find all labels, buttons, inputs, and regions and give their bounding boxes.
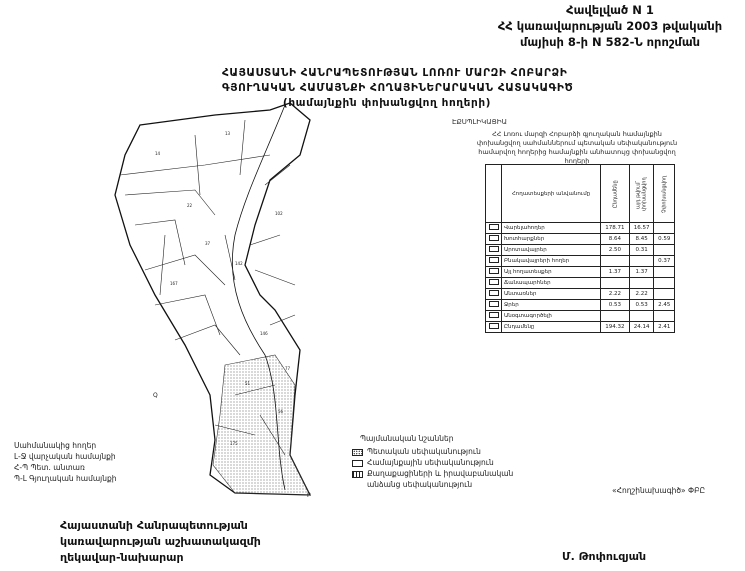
row-name: Ընդամենը <box>502 322 601 333</box>
legend-item-private-cont: անձանց սեփականություն <box>367 480 473 489</box>
row-not-transferred: 2.45 <box>654 300 675 311</box>
explication-row <box>486 256 675 267</box>
row-not-transferred <box>654 223 675 234</box>
minister-line-2: կառավարության աշխատակազմի <box>60 535 261 548</box>
compass-label-left: Q <box>153 392 158 399</box>
explication-stamp: ԷՔՍՊԼԻԿԱՑԻԱ <box>452 118 507 126</box>
row-swatch-box <box>489 323 499 329</box>
row-total <box>601 278 630 289</box>
company-name: «Հողշինախագիծ» ՓԲԸ <box>612 486 706 495</box>
svg-text:56: 56 <box>278 409 284 414</box>
compass-label-bottom: P <box>307 492 311 499</box>
row-swatch <box>486 289 502 300</box>
adjacent-line-1: Լ-Ջ վարչական համայնքի <box>14 452 116 461</box>
title-line-2: ԳՅՈՒՂԱԿԱՆ ՀԱՄԱՅՆՔԻ ՀՈՂԱՅԻՆԵՐԱՐԱԿԱՆ ՀԱՏԱԿԱԳԻԾ <box>222 82 574 94</box>
legend-item-private-label: Քաղաքացիների և իրավաբանական <box>367 469 514 478</box>
row-swatch-box <box>489 235 499 241</box>
svg-text:13: 13 <box>225 131 231 136</box>
row-name: Ճանապարհներ <box>502 278 601 289</box>
row-total: 2.50 <box>601 245 630 256</box>
minister-title <box>60 518 261 566</box>
row-swatch <box>486 300 502 311</box>
row-swatch-box <box>489 312 499 318</box>
conditional-signs-legend <box>352 434 513 490</box>
explication-row <box>486 223 675 234</box>
row-transferred: 16.57 <box>629 223 654 234</box>
annex-government-line: ՀՀ կառավարության 2003 թվականի <box>497 19 723 33</box>
row-not-transferred <box>654 311 675 322</box>
svg-text:146: 146 <box>260 331 268 336</box>
row-transferred <box>629 256 654 267</box>
row-swatch <box>486 245 502 256</box>
row-name: Արոտավայրեր <box>502 245 601 256</box>
legend-item-state <box>352 447 513 457</box>
explication-row <box>486 278 675 289</box>
annex-number: Հավելված N 1 <box>566 3 654 17</box>
minister-line-1: Հայաստանի Հանրապետության <box>60 519 248 532</box>
row-swatch-box <box>489 224 499 230</box>
explication-row <box>486 289 675 300</box>
row-transferred <box>629 278 654 289</box>
svg-text:14: 14 <box>155 151 161 156</box>
explication-row <box>486 234 675 245</box>
community-swatch <box>352 460 363 467</box>
adjacent-lands-legend <box>14 440 116 484</box>
col-header-transferred: այդ թվում` փոխանցվող <box>629 165 654 223</box>
row-total <box>601 311 630 322</box>
row-swatch <box>486 278 502 289</box>
row-not-transferred <box>654 278 675 289</box>
explication-row <box>486 245 675 256</box>
row-transferred: 8.45 <box>629 234 654 245</box>
row-name: Անօգտագործելի <box>502 311 601 322</box>
state-land-area <box>213 355 310 495</box>
explication-row <box>486 300 675 311</box>
row-swatch <box>486 234 502 245</box>
svg-text:37: 37 <box>205 241 211 246</box>
row-not-transferred: 0.59 <box>654 234 675 245</box>
row-name: Անտառներ <box>502 289 601 300</box>
legend-item-private <box>352 469 513 479</box>
explication-table <box>485 164 675 336</box>
row-total: 8.64 <box>601 234 630 245</box>
explication-note: ՀՀ Լոռու մարզի Հոբարձի գյուղական համայնքին փոխանցվող սահմաններում պետական սեփականություն համարվող հողերից համայնքին անհատույց փոխանցվող հողերի <box>476 130 678 165</box>
row-total: 2.22 <box>601 289 630 300</box>
row-transferred: 0.31 <box>629 245 654 256</box>
svg-text:102: 102 <box>275 211 283 216</box>
row-not-transferred <box>654 245 675 256</box>
row-swatch <box>486 256 502 267</box>
row-swatch <box>486 223 502 234</box>
svg-text:77: 77 <box>285 366 291 371</box>
col-header-not-transferred: Չփոխանցվող <box>654 165 675 223</box>
row-not-transferred <box>654 267 675 278</box>
minister-line-3: ղեկավար-նախարար <box>60 551 184 564</box>
row-swatch-box <box>489 279 499 285</box>
row-name: Բնակավայրերի հողեր <box>502 256 601 267</box>
svg-text:142: 142 <box>235 261 243 266</box>
row-name: Այլ հողատեսքեր <box>502 267 601 278</box>
row-name: Վարելահողեր <box>502 223 601 234</box>
adjacent-heading: Սահմանակից հողեր <box>14 441 97 450</box>
row-swatch-box <box>489 268 499 274</box>
conditional-heading: Պայմանական նշաններ <box>360 434 454 443</box>
col-header-total: Ընդամենը <box>601 165 630 223</box>
row-transferred: 24.14 <box>629 322 654 333</box>
row-swatch-box <box>489 290 499 296</box>
svg-text:22: 22 <box>187 203 193 208</box>
title-line-3: (համայնքին փոխանցվող հողերի) <box>282 97 492 109</box>
row-transferred <box>629 311 654 322</box>
row-swatch-box <box>489 257 499 263</box>
row-total: 178.71 <box>601 223 630 234</box>
col-header-num <box>486 165 502 223</box>
explication-row <box>486 267 675 278</box>
svg-text:175: 175 <box>230 441 238 446</box>
legend-item-community <box>352 458 513 468</box>
state-swatch <box>352 449 363 456</box>
svg-text:51: 51 <box>245 381 251 386</box>
explication-row <box>486 322 675 333</box>
row-transferred: 0.53 <box>629 300 654 311</box>
row-name: Խոտհարքներ <box>502 234 601 245</box>
private-swatch <box>352 471 363 478</box>
row-total <box>601 256 630 267</box>
svg-text:167: 167 <box>170 281 178 286</box>
annex-header <box>485 2 735 50</box>
row-swatch-box <box>489 301 499 307</box>
row-not-transferred <box>654 289 675 300</box>
row-swatch <box>486 311 502 322</box>
row-swatch-box <box>489 246 499 252</box>
col-header-name: Հողատեսքերի անվանումը <box>502 165 601 223</box>
row-total: 1.37 <box>601 267 630 278</box>
row-transferred: 2.22 <box>629 289 654 300</box>
row-total: 194.32 <box>601 322 630 333</box>
row-transferred: 1.37 <box>629 267 654 278</box>
adjacent-line-3: Պ-Լ Գյուղական համայնքի <box>14 474 117 483</box>
title-line-1: ՀԱՅԱՍՏԱՆԻ ՀԱՆՐԱՊԵՏՈՒԹՅԱՆ ԼՈՌՈՒ ՄԱՐԶԻ ՀՈԲԱՐՁԻ <box>222 67 568 79</box>
row-not-transferred: 2.41 <box>654 322 675 333</box>
row-not-transferred: 0.37 <box>654 256 675 267</box>
row-swatch <box>486 322 502 333</box>
row-total: 0.53 <box>601 300 630 311</box>
explication-row <box>486 311 675 322</box>
signer-name: Մ. Թոփուզյան <box>562 550 647 563</box>
adjacent-line-2: Հ-Պ Պետ. անտառ <box>14 463 85 472</box>
annex-decision-line: մայիսի 8-ի N 582-Ն որոշման <box>519 35 701 49</box>
row-name: Ջրեր <box>502 300 601 311</box>
legend-item-state-label: Պետական սեփականություն <box>367 447 481 456</box>
legend-item-community-label: Համայնքային սեփականություն <box>367 458 494 467</box>
row-swatch <box>486 267 502 278</box>
